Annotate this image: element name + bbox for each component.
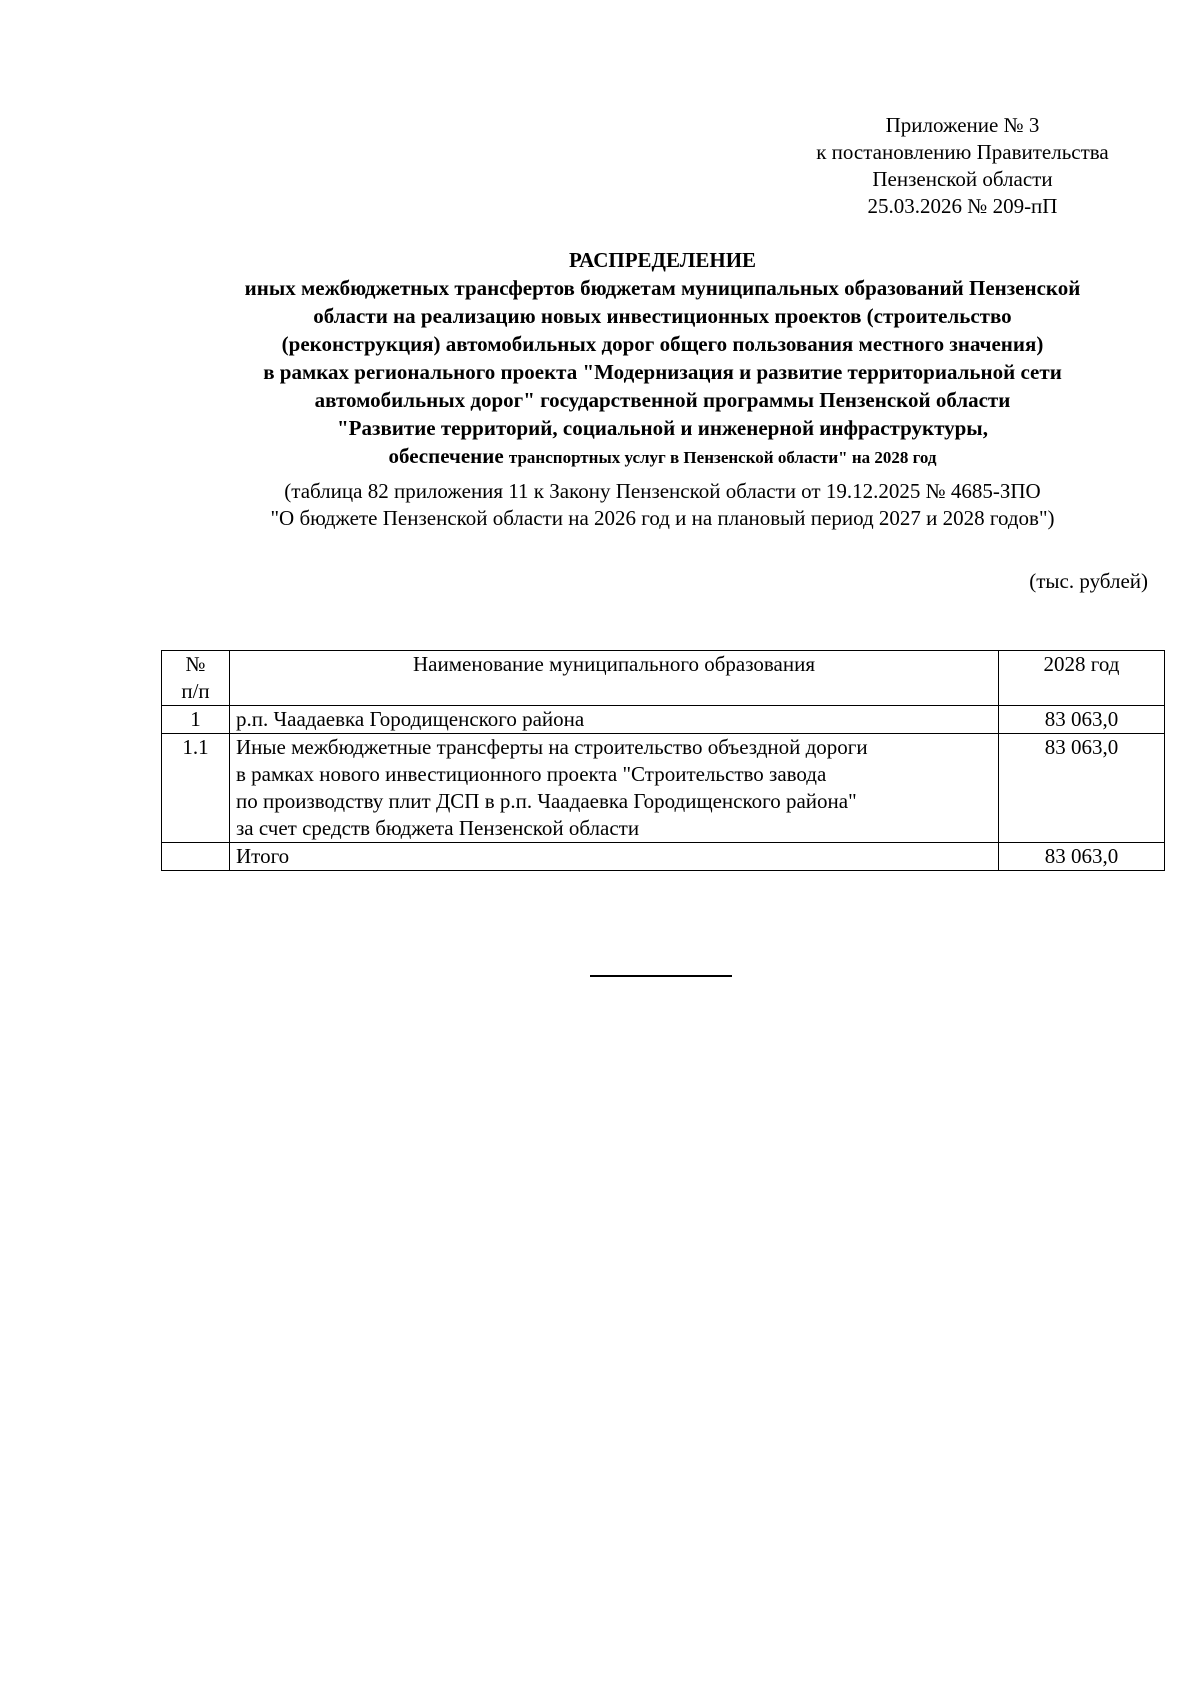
row-number: 1 <box>162 706 230 734</box>
title-line: автомобильных дорог" государственной программы Пензенской области <box>314 388 1011 412</box>
title-line-last <box>150 442 1175 472</box>
total-label: Итого <box>230 843 999 871</box>
header-number-line1: № <box>185 652 206 676</box>
header-name: Наименование муниципального образования <box>230 651 999 706</box>
source-line: "О бюджете Пензенской области на 2026 год и на плановый период 2027 и 2028 годов") <box>270 506 1055 530</box>
title-line: (реконструкция) автомобильных дорог общего пользования местного значения) <box>281 332 1044 356</box>
row-name-line: в рамках нового инвестиционного проекта "Строительство завода <box>236 762 827 786</box>
header-number <box>162 651 230 706</box>
total-value: 83 063,0 <box>999 843 1165 871</box>
row-name-line: по производству плит ДСП в р.п. Чаадаевка Городищенского района" <box>236 789 857 813</box>
table-row <box>162 734 1165 843</box>
distribution-table <box>161 650 1165 871</box>
units-label: (тыс. рублей) <box>1029 569 1148 593</box>
row-name-line: р.п. Чаадаевка Городищенского района <box>236 707 585 731</box>
header-number-line2: п/п <box>181 679 210 703</box>
title-last-small: транспортных услуг в Пензенской области" на 2028 год <box>508 448 937 467</box>
title-line: "Развитие территорий, социальной и инженерной инфраструктуры, <box>337 416 988 440</box>
title-last-large: обеспечение <box>388 444 504 468</box>
title-line: иных межбюджетных трансфертов бюджетам муниципальных образований Пензенской <box>244 276 1081 300</box>
title-heading: РАСПРЕДЕЛЕНИЕ <box>568 248 757 272</box>
document-title <box>150 246 1175 472</box>
row-name-line: за счет средств бюджета Пензенской области <box>236 816 640 840</box>
row-number: 1.1 <box>162 734 230 843</box>
appendix-region: Пензенской области <box>872 167 1053 191</box>
row-name <box>230 706 999 734</box>
title-line: в рамках регионального проекта "Модернизация и развитие территориальной сети <box>263 360 1062 384</box>
closing-separator-line <box>590 975 732 977</box>
appendix-date-number: 25.03.2026 № 209-пП <box>867 194 1058 218</box>
row-name <box>230 734 999 843</box>
table-row <box>162 706 1165 734</box>
row-value: 83 063,0 <box>999 734 1165 843</box>
row-value: 83 063,0 <box>999 706 1165 734</box>
total-number <box>162 843 230 871</box>
appendix-decree-ref: к постановлению Правительства <box>816 140 1109 164</box>
appendix-block <box>700 112 1200 220</box>
table-header-row <box>162 651 1165 706</box>
source-reference <box>150 478 1175 532</box>
row-name-line: Иные межбюджетные трансферты на строительство объездной дороги <box>236 735 868 759</box>
source-line: (таблица 82 приложения 11 к Закону Пензенской области от 19.12.2025 № 4685-ЗПО <box>284 479 1041 503</box>
table-total-row <box>162 843 1165 871</box>
title-line: области на реализацию новых инвестиционных проектов (строительство <box>313 304 1012 328</box>
appendix-number: Приложение № 3 <box>885 113 1040 137</box>
header-year: 2028 год <box>999 651 1165 706</box>
